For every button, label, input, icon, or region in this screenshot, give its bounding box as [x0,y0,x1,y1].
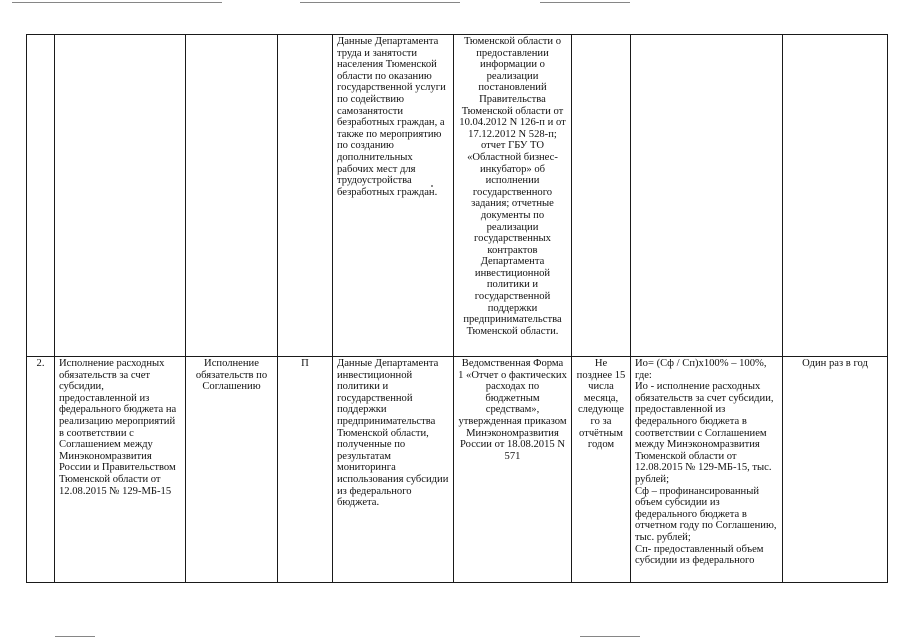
deadline-cell: Не позднее 15 числа месяца, следующего за отчётным годом [572,357,631,583]
frequency-cell: Один раз в год [783,357,888,583]
data-source-cell: Данные Департамента труда и занятости населения Тюменской области по оказанию государственной услуги по содействию самозанятости безработных граждан, а также по мероприятию по созданию дополнительных рабочих мест для трудоустройства безработных граждан. [333,35,454,357]
indicator-cell: Исполнение обязательств по Соглашению [186,357,278,583]
scan-artifact-top [540,2,630,3]
unit-cell [278,35,333,357]
scan-artifact-top [12,2,222,3]
event-cell [55,35,186,357]
documents-cell: Ведомственная Форма 1 «Отчет о фактических расходах по бюджетным средствам», утвержденная приказом Минэкономразвития России от 18.08.2015 N 571 [454,357,572,583]
table-row [27,35,888,357]
formula-cell [631,35,783,357]
report-table [26,34,888,583]
scan-artifact-top [300,2,460,3]
formula-cell: Ио= (Сф / Сп)х100% – 100%, где: Ио - исполнение расходных обязательств за счет субсидии, предоставленной из федерального бюджета в соответствии с Соглашением между Минэкономразвития Тюменской области от 12.08.2015 № 129-МБ-15, тыс. рублей; Сф – профинансированный объем субсидии из федерального бюджета в отчетном году по Соглашению, тыс. рублей; Сп- предоставленный объем субсидии из федерального [631,357,783,583]
frequency-cell [783,35,888,357]
row-number-cell: 2. [27,357,55,583]
table-row [27,357,888,583]
documents-cell: Тюменской области о предоставлении информации о реализации постановлений Правительства Тюменской области от 10.04.2012 N 126-п и от 17.12.2012 N 528-п; отчет ГБУ ТО «Областной бизнес-инкубатор» об исполнении государственного задания; отчетные документы по реализации государственных контрактов Департамента инвестиционной политики и государственной поддержки предпринимательства Тюменской области. [454,35,572,357]
row-number-cell [27,35,55,357]
scan-artifact-bottom [580,636,640,637]
unit-cell: П [278,357,333,583]
indicator-cell [186,35,278,357]
event-cell: Исполнение расходных обязательств за счет субсидии, предоставленной из федерального бюджета на реализацию мероприятий в соответствии с Соглашением между Минэкономразвития России и Правительством Тюменской области от 12.08.2015 № 129-МБ-15 [55,357,186,583]
scan-artifact-bottom [55,636,95,637]
data-source-cell: Данные Департамента инвестиционной политики и государственной поддержки предпринимательства Тюменской области, полученные по результатам мониторинга использования субсидии из федерального бюджета. [333,357,454,583]
deadline-cell [572,35,631,357]
